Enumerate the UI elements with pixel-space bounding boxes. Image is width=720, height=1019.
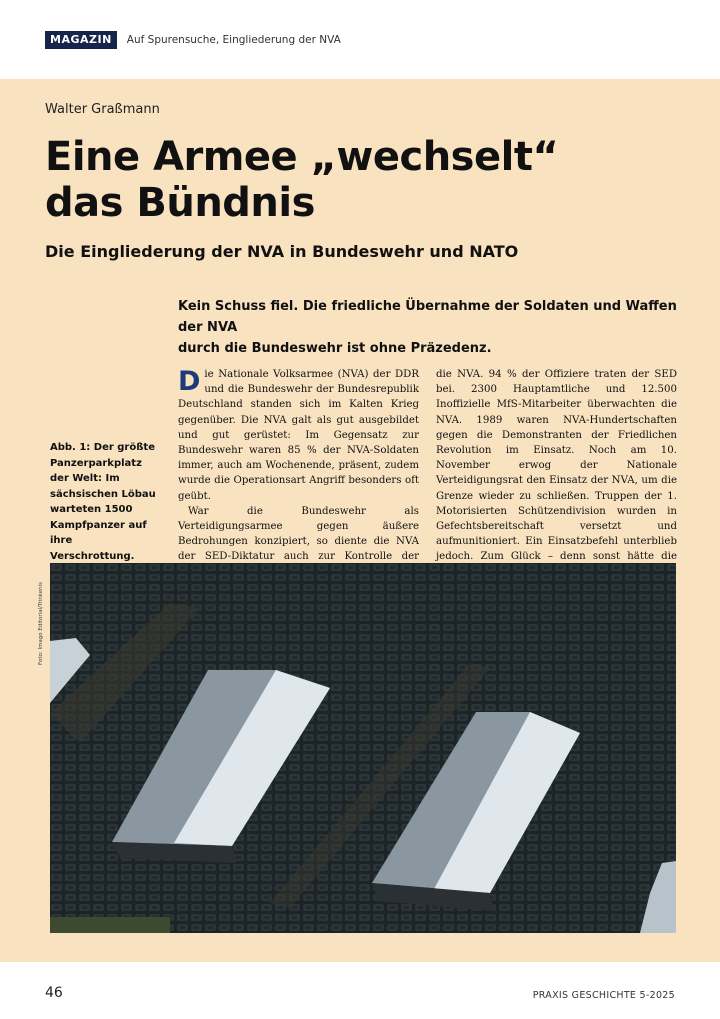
magazine-issue: PRAXIS GESCHICHTE 5-2025 bbox=[532, 990, 675, 1001]
lead-line-2: durch die Bundeswehr ist ohne Präzedenz. bbox=[178, 341, 492, 356]
running-title: Auf Spurensuche, Eingliederung der NVA bbox=[126, 34, 341, 46]
article-subtitle: Die Eingliederung der NVA in Bundeswehr und NATO bbox=[45, 242, 519, 261]
drop-cap: D bbox=[178, 366, 201, 397]
page-header bbox=[45, 31, 341, 49]
page-number: 46 bbox=[45, 985, 63, 1001]
photo-credit: Foto: Imago Editorial/Trinkenis bbox=[38, 581, 44, 665]
body-column-2 bbox=[436, 367, 677, 580]
article-title bbox=[45, 134, 685, 226]
section-tag: MAGAZIN bbox=[45, 31, 117, 49]
photo-illustration bbox=[50, 563, 676, 933]
body-paragraph bbox=[178, 367, 419, 504]
paragraph-text: ie Nationale Volksarmee (NVA) der DDR und die Bundeswehr der Bundesrepublik Deutschland standen sich im Kalten Krieg gegenüber. Die NVA galt als gut ausgebildet und gut gerüstet: Im Gegensatz zur Bundeswehr waren 85 % der NVA-Soldaten immer, auch am Wochenende, präsent, zudem wurde die Operationsart Angriff besonders oft geübt. bbox=[178, 369, 419, 502]
author: Walter Graßmann bbox=[45, 102, 160, 117]
body-column-1 bbox=[178, 367, 419, 580]
body-paragraph: War die Bundeswehr als Verteidigungsarmee gegen äußere Bedrohungen konzipiert, so diente die NVA der SED-Diktatur auch zur Kontrolle der bbox=[178, 505, 419, 563]
lead-line-1: Kein Schuss fiel. Die friedliche Übernahme der Soldaten und Waffen der NVA bbox=[178, 299, 677, 335]
lead-paragraph bbox=[178, 296, 678, 359]
aerial-photo-tank-park bbox=[50, 563, 676, 933]
figure-caption: Abb. 1: Der größte Panzerparkplatz der Welt: Im sächsischen Löbau warteten 1500 Kampfpanzer auf ihre Verschrottung. bbox=[50, 442, 156, 562]
title-line-1: Eine Armee „wechselt“ bbox=[45, 134, 559, 180]
title-line-2: das Bündnis bbox=[45, 180, 315, 226]
body-paragraph: die NVA. 94 % der Offiziere traten der SED bei. 2300 Hauptamtliche und 12.500 Inoffizielle MfS-Mitarbeiter überwachten die NVA. 1989 waren NVA-Hundertschaften gegen die Demonstranten der Friedlichen Revolution im Einsatz. Noch am 10. November erwog der Nationale Verteidigungsrat den Einsatz der NVA, um die Grenze wieder zu schließen. Truppen der 1. Motorisierten Schützendivision wurden in Gefechtsbereitschaft versetzt und aufmunitioniert. Ein Einsatzbefehl unterblieb jedoch. Zum Glück – denn sonst hätte die bbox=[436, 369, 677, 563]
